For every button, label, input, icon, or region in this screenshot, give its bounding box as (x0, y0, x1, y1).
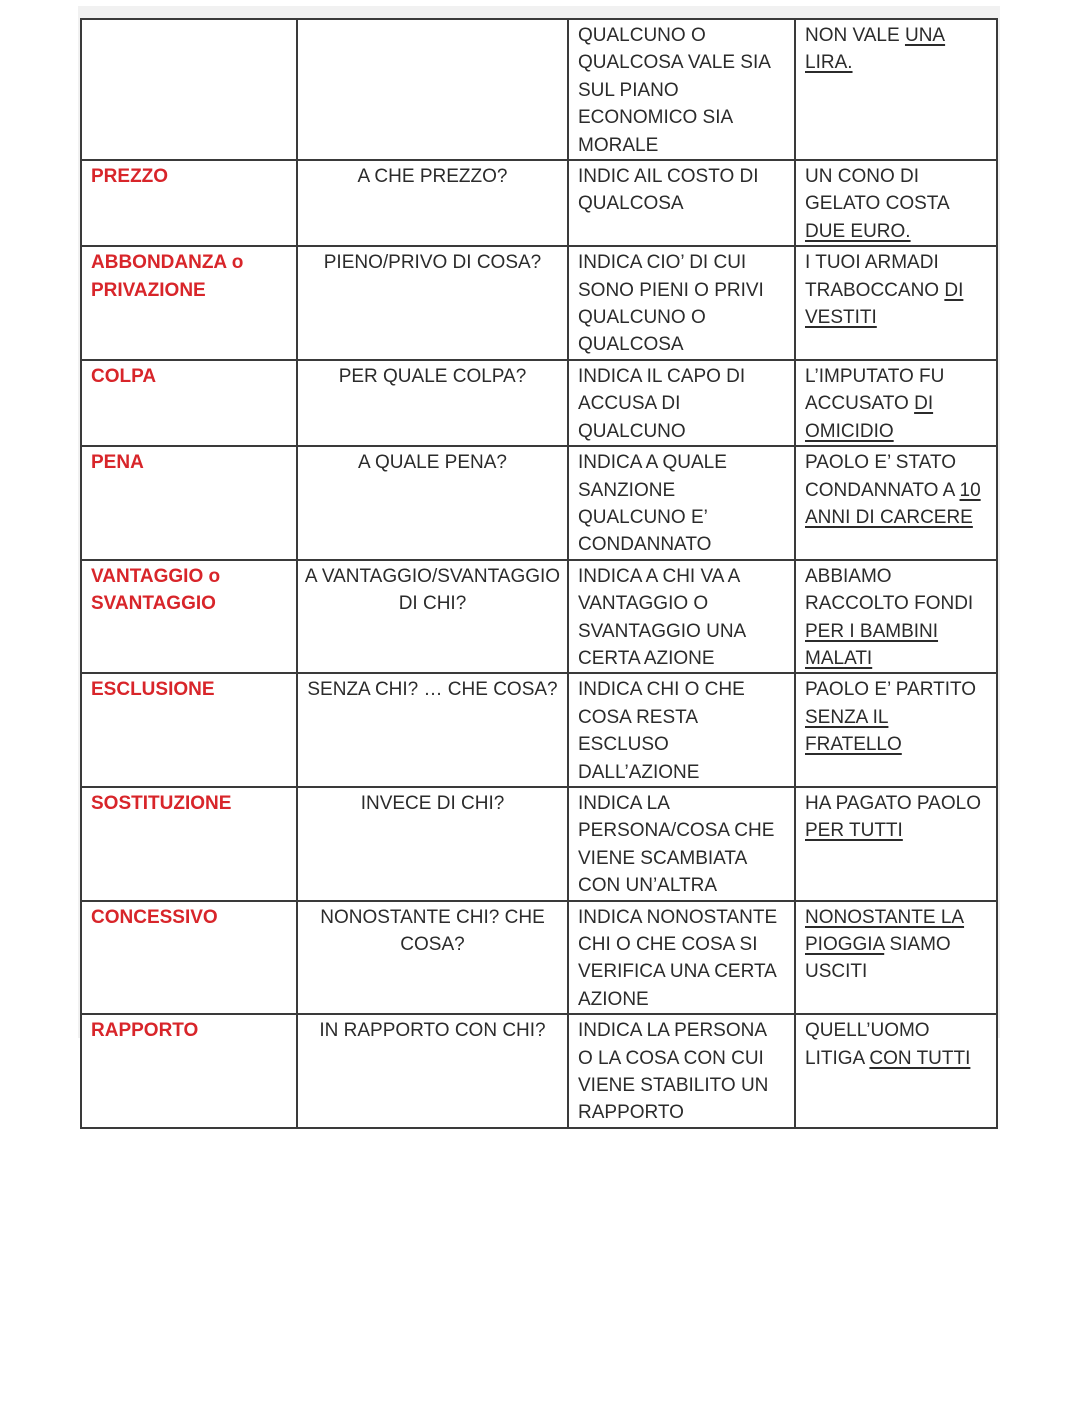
table-row (81, 360, 997, 446)
example-underlined-text: PER TUTTI (805, 820, 903, 842)
complement-name-cell: PREZZO (81, 160, 297, 246)
example-underlined-text: NONOSTANTE LA PIOGGIA (805, 906, 965, 955)
description-cell: INDICA NONOSTANTE CHI O CHE COSA SI VERIFICA UNA CERTA AZIONE (568, 901, 795, 1015)
example-cell (795, 560, 997, 674)
table-row (81, 19, 997, 160)
complement-name-cell: ABBONDANZA o PRIVAZIONE (81, 246, 297, 360)
example-cell (795, 246, 997, 360)
example-underlined-text: PER I BAMBINI MALATI (805, 620, 939, 669)
description-cell: QUALCUNO O QUALCOSA VALE SIA SUL PIANO ECONOMICO SIA MORALE (568, 19, 795, 160)
example-underlined-text: SENZA IL FRATELLO (805, 706, 902, 756)
example-text: SIAMO USCITI (805, 934, 951, 983)
complements-table-body (81, 19, 997, 1128)
table-row (81, 246, 997, 360)
example-cell (795, 787, 997, 901)
question-cell: A CHE PREZZO? (297, 160, 568, 246)
example-cell (795, 446, 997, 560)
example-text: HA PAGATO PAOLO (805, 792, 981, 814)
example-cell (795, 160, 997, 246)
example-text: I TUOI ARMADI TRABOCCANO (805, 252, 945, 301)
example-underlined-text: DI OMICIDIO (805, 393, 934, 442)
example-text: NON VALE (805, 25, 905, 46)
complement-name-cell: SOSTITUZIONE (81, 787, 297, 901)
example-cell (795, 360, 997, 446)
example-cell (795, 901, 997, 1015)
table-row (81, 901, 997, 1015)
question-cell: PER QUALE COLPA? (297, 360, 568, 446)
complement-name-cell (81, 19, 297, 160)
table-row (81, 1014, 997, 1128)
description-cell: INDICA LA PERSONA/COSA CHE VIENE SCAMBIATA CON UN’ALTRA (568, 787, 795, 901)
example-cell (795, 19, 997, 160)
example-text: L’IMPUTATO FU ACCUSATO (805, 365, 945, 415)
complement-name-cell: COLPA (81, 360, 297, 446)
example-underlined-text: UNA LIRA. (805, 25, 946, 74)
example-text: PAOLO E’ STATO CONDANNATO A (805, 452, 960, 501)
example-text: UN CONO DI GELATO COSTA (805, 166, 949, 215)
question-cell: PIENO/PRIVO DI COSA? (297, 246, 568, 360)
table-row (81, 160, 997, 246)
description-cell: INDICA A CHI VA A VANTAGGIO O SVANTAGGIO UNA CERTA AZIONE (568, 560, 795, 674)
example-cell (795, 673, 997, 787)
table-row (81, 560, 997, 674)
complement-name-cell: VANTAGGIO o SVANTAGGIO (81, 560, 297, 674)
example-text: PAOLO E’ PARTITO (805, 679, 977, 701)
complement-name-cell: CONCESSIVO (81, 901, 297, 1015)
complement-name-cell: ESCLUSIONE (81, 673, 297, 787)
description-cell: INDICA LA PERSONA O LA COSA CON CUI VIENE STABILITO UN RAPPORTO (568, 1014, 795, 1128)
complements-table (80, 18, 998, 1129)
question-cell: INVECE DI CHI? (297, 787, 568, 901)
table-row (81, 787, 997, 901)
question-cell: SENZA CHI? … CHE COSA? (297, 673, 568, 787)
complement-name-cell: RAPPORTO (81, 1014, 297, 1128)
description-cell: INDICA CIO’ DI CUI SONO PIENI O PRIVI QUALCUNO O QUALCOSA (568, 246, 795, 360)
description-cell: INDIC AIL COSTO DI QUALCOSA (568, 160, 795, 246)
table-row (81, 673, 997, 787)
question-cell: A VANTAGGIO/SVANTAGGIO DI CHI? (297, 560, 568, 674)
example-underlined-text: CON TUTTI (869, 1047, 971, 1069)
table-row (81, 446, 997, 560)
example-cell (795, 1014, 997, 1128)
example-underlined-text: 10 ANNI DI CARCERE (805, 479, 981, 528)
example-text: ABBIAMO RACCOLTO FONDI (805, 565, 974, 615)
description-cell: INDICA CHI O CHE COSA RESTA ESCLUSO DALL’AZIONE (568, 673, 795, 787)
example-underlined-text: DUE EURO. (805, 220, 911, 242)
question-cell: IN RAPPORTO CON CHI? (297, 1014, 568, 1128)
example-text: QUELL’UOMO LITIGA (805, 1020, 930, 1069)
complement-name-cell: PENA (81, 446, 297, 560)
example-underlined-text: DI VESTITI (805, 279, 964, 329)
description-cell: INDICA IL CAPO DI ACCUSA DI QUALCUNO (568, 360, 795, 446)
question-cell: A QUALE PENA? (297, 446, 568, 560)
question-cell (297, 19, 568, 160)
question-cell: NONOSTANTE CHI? CHE COSA? (297, 901, 568, 1015)
description-cell: INDICA A QUALE SANZIONE QUALCUNO E’ CONDANNATO (568, 446, 795, 560)
